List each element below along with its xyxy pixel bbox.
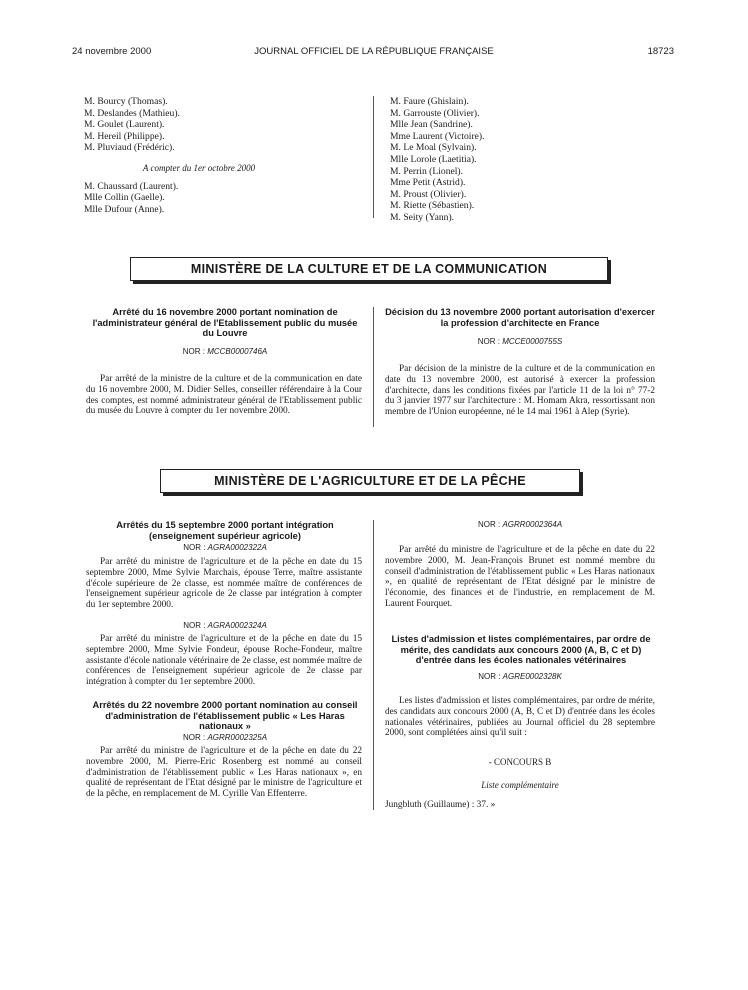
header-date: 24 novembre 2000 xyxy=(72,46,152,57)
agri-left-body-3: Par arrêté du ministre de l'agriculture et de la pêche en date du 22 novembre 2000, M. Pierre-Eric Rosenberg est nommé au conseil d'administration de l'établissement public « Les Haras nationaux », en qualité de représentant de l'Etat désigné par le ministre de l'agriculture et de la pêche, en remplacement de M. Cyrille Van Effenterre. xyxy=(86,746,362,800)
list-item: Mme Petit (Astrid). xyxy=(390,177,466,189)
liste-entry: Jungbluth (Guillaume) : 37. » xyxy=(385,800,496,810)
list-item: Mlle Collin (Gaelle). xyxy=(84,192,165,204)
culture-left-title: Arrêté du 16 novembre 2000 portant nomination de l'administrateur général de l'Etablissement public du musée du Louvre xyxy=(92,307,358,339)
list-item: Mlle Jean (Sandrine). xyxy=(390,119,473,131)
list-item: M. Goulet (Laurent). xyxy=(84,119,165,131)
nor-code: AGRE0002328K xyxy=(502,672,562,681)
list-item: M. Le Moal (Sylvain). xyxy=(390,142,477,154)
nor-code: AGRA0002324A xyxy=(207,621,267,630)
nor-label: NOR : xyxy=(182,733,206,742)
liste-subheading: Liste complémentaire xyxy=(481,780,559,790)
nor-code: AGRR0002364A xyxy=(502,520,563,529)
list-item: M. Chaussard (Laurent). xyxy=(84,180,179,192)
list-item: M. Seity (Yann). xyxy=(390,211,455,223)
list-item: M. Pluviaud (Frédéric). xyxy=(84,142,175,154)
list-item: M. Faure (Ghislain). xyxy=(390,96,469,107)
list-item: Mlle Lorole (Laetitia). xyxy=(390,153,477,165)
culture-left-nor xyxy=(86,347,364,356)
date-subheading: A compter du 1er octobre 2000 xyxy=(142,162,256,173)
agri-left-nor-1 xyxy=(86,543,364,552)
agri-right-body-1: Par arrêté du ministre de l'agriculture et de la pêche en date du 22 novembre 2000, M. Jean-François Brunet est nommé membre du conseil d'administration de l'établissement public « Les Haras nationaux », en qualité de représentant de l'Etat désigné par le ministre de l'économie, des finances et de l'industrie, en remplacement de M. Laurent Fourquet. xyxy=(385,545,655,609)
list-item: Mme Laurent (Victoire). xyxy=(390,130,485,142)
list-item: Mlle Dufour (Anne). xyxy=(84,203,165,215)
column-divider xyxy=(373,520,374,810)
list-item: M. Bourcy (Thomas). xyxy=(84,96,168,107)
nor-label: NOR : xyxy=(183,543,206,552)
list-item: M. Deslandes (Mathieu). xyxy=(84,107,180,119)
agri-left-body-2: Par arrêté du ministre de l'agriculture et de la pêche en date du 15 septembre 2000, Mme Sylvie Fondeur, épouse Roche-Fondeur, maître assistante d'école nationale vétérinaire de 2e classe, est nommée maître de conférences de l'enseignement supérieur agricole de 2e classe par intégration à compter du 1er septembre 2000. xyxy=(86,634,362,688)
nor-code: MCCB0000746A xyxy=(207,347,268,356)
list-item: M. Proust (Olivier). xyxy=(390,188,467,200)
culture-left-body: Par arrêté de la ministre de la culture et de la communication en date du 16 novembre 2000, M. Didier Selles, conseiller référendaire à la Cour des comptes, est nommé administrateur général de l'Etablissement public du musée du Louvre à compter du 1er novembre 2000. xyxy=(86,374,362,417)
culture-right-nor xyxy=(385,337,655,346)
agri-left-title-2: Arrêtés du 22 novembre 2000 portant nomination au conseil d'administration de l'établissement public « Les Haras nationaux » xyxy=(92,700,358,732)
list-item: M. Perrin (Lionel). xyxy=(390,165,464,177)
top-right-list xyxy=(390,96,640,224)
column-divider xyxy=(373,307,374,427)
column-divider xyxy=(373,96,374,218)
nor-label: NOR : xyxy=(477,520,501,529)
nor-code: MCCE0000755S xyxy=(502,337,563,346)
culture-right-title: Décision du 13 novembre 2000 portant autorisation d'exercer la profession d'architecte en France xyxy=(385,307,655,328)
agri-right-nor-2 xyxy=(385,672,655,681)
list-item: M. Riette (Sébastien). xyxy=(390,200,475,212)
agri-left-nor-2 xyxy=(86,621,364,630)
nor-label: NOR : xyxy=(182,347,205,356)
nor-label: NOR : xyxy=(478,672,501,681)
agri-right-nor-1 xyxy=(385,520,655,529)
nor-label: NOR : xyxy=(183,621,206,630)
nor-code: AGRR0002325A xyxy=(207,733,268,742)
journal-title: JOURNAL OFFICIEL DE LA RÉPUBLIQUE FRANÇAISE xyxy=(254,46,494,57)
nor-code: AGRA0002322A xyxy=(207,543,267,552)
culture-right-body: Par décision de la ministre de la culture et de la communication en date du 13 novembre 2000, est autorisé à exercer la profession d'architecte, dans les conditions fixées par l'article 11 de la loi n° 77-2 du 3 janvier 1977 sur l'architecture : M. Homam Akra, ressortissant non membre de l'Union européenne, né le 14 mai 1961 à Alep (Syrie). xyxy=(385,364,655,418)
agri-left-title-1: Arrêtés du 15 septembre 2000 portant intégration (enseignement supérieur agricole) xyxy=(116,520,334,541)
nor-label: NOR : xyxy=(477,337,500,346)
list-item: M. Garrouste (Olivier). xyxy=(390,107,480,119)
ministry-culture-heading: MINISTÈRE DE LA CULTURE ET DE LA COMMUNICATION xyxy=(130,257,608,281)
ministry-agriculture-heading: MINISTÈRE DE L'AGRICULTURE ET DE LA PÊCHE xyxy=(160,469,580,493)
list-item: M. Hereil (Philippe). xyxy=(84,130,165,142)
page-number: 18723 xyxy=(647,46,674,57)
top-left-list xyxy=(84,96,334,215)
concours-heading: - CONCOURS B xyxy=(488,757,552,767)
agri-right-title: Listes d'admission et listes complémentaires, par ordre de mérite, des candidats aux concours 2000 (A, B, C et D) d'entrée dans les écoles nationales vétérinaires xyxy=(391,634,651,666)
agri-left-nor-3 xyxy=(86,733,364,742)
agri-left-body-1: Par arrêté du ministre de l'agriculture et de la pêche en date du 15 septembre 2000, Mme Sylvie Marchais, épouse Terre, maître assistante d'école supérieure de 2e classe, est nommée maître de conférences de l'enseignement supérieur agricole de 2e classe par intégration à compter du 1er septembre 2000. xyxy=(86,557,362,611)
agri-right-body-2: Les listes d'admission et listes complémentaires, par ordre de mérite, des candidats aux concours 2000 (A, B, C et D) d'entrée dans les écoles nationales vétérinaires, publiées au Journal officiel du 28 septembre 2000, sont complétées ainsi qu'il suit : xyxy=(385,696,655,739)
